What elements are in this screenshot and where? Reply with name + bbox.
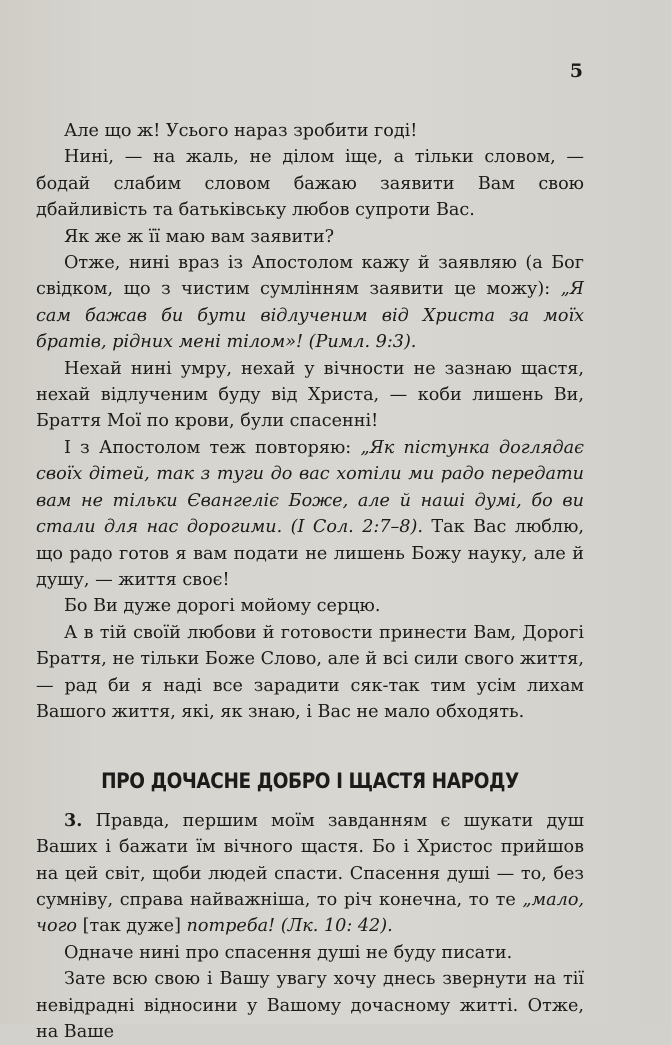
paragraph [36, 224, 584, 250]
paragraph-text: Як же ж її маю вам заявити? [64, 226, 335, 247]
page-body [36, 118, 584, 1045]
scripture-quote: „мало, чого [36, 889, 584, 937]
paragraph-text: І з Апостолом теж повторяю: [64, 437, 361, 458]
paragraph [36, 808, 584, 940]
scripture-quote: потреба! (Лк. 10: 42). [186, 916, 393, 937]
paragraph-text: Нині, — на жаль, не ділом іще, а тільки словом, — бодай слабим словом бажаю заявити Вам свою дбайливість та батьківську любов супроти Вас. [36, 147, 584, 221]
paragraph-text: Але що ж! Усього нараз зробити годі! [64, 121, 418, 141]
scripture-quote: „Як пістунка доглядає своїх дітей, так з туги до вас хотіли ми радо передати вам не тільки Євангеліє Боже, але й наші думі, бо ви стали для нас дорогими. (І Сол. 2:7–8). [36, 437, 585, 538]
scripture-quote: „Я сам бажав би бути відлученим від Христа за моїх братів, рідних мені тілом»! (Римл. 9:3). [36, 279, 584, 353]
paragraph-text: Бо Ви дуже дорогі мойому серцю. [64, 596, 381, 617]
paragraph [36, 356, 584, 435]
section-number: 3. [64, 809, 83, 831]
paragraph [36, 620, 584, 726]
paragraph-text: Правда, першим моїм завданням є шукати душ Ваших і бажати їм вічного щастя. Бо і Христос прийшов на цей світ, щоби людей спасти. Спасення душі — то, без сумніву, справа найважніша, то річ конечна, то те [36, 810, 584, 910]
paragraph-text: Отже, нині враз із Апостолом кажу й заявляю (а Бог свідком, що з чистим сумлінням заявити це можу): [36, 253, 584, 300]
paragraph-text: Зате всю свою і Вашу увагу хочу днесь звернути на тії невідрадні відносини у Вашому дочасному житті. Отже, на Ваше [36, 969, 584, 1042]
paragraph [36, 593, 584, 619]
paragraph [36, 144, 584, 223]
paragraph-text: А в тій своїй любови й готовости принести Вам, Дорогі Браття, не тільки Боже Слово, але й всі сили свого життя, — рад би я наді все зарадити сяк-так тим усім лихам Вашого життя, які, як знаю, і Вас не мало обходять. [36, 622, 584, 722]
paragraph [36, 940, 584, 966]
paragraph-text: Нехай нині умру, нехай у вічности не зазнаю щастя, нехай відлученим буду від Христа, — коби лишень Ви, Браття Мої по крови, були спасенні! [36, 358, 584, 432]
paragraph-text: [так дуже] [77, 916, 187, 937]
section-heading: ПРО ДОЧАСНЕ ДОБРО І ЩАСТЯ НАРОДУ [101, 769, 519, 795]
paragraph-text: Одначе нині про спасення душі не буду писати. [64, 942, 513, 963]
page-number: 5 [569, 60, 583, 82]
paragraph [36, 966, 584, 1045]
paragraph [36, 435, 584, 593]
paragraph-text: Так Вас люблю, що радо готов я вам подати не лишень Божу науку, але й душу, — життя своє! [36, 517, 584, 590]
paragraph [36, 118, 584, 144]
paragraph [36, 250, 584, 356]
